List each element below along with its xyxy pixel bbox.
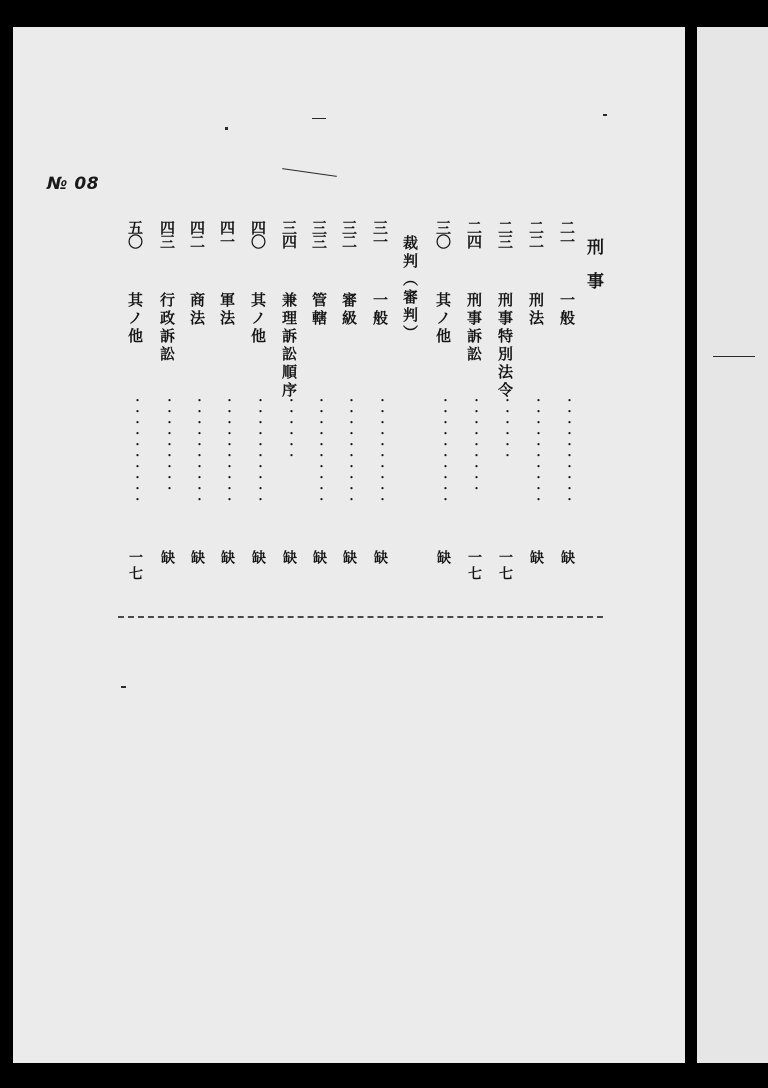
index-entry [187, 220, 207, 610]
entry-number: 四〇 [249, 220, 267, 248]
entry-status: 一七 [127, 550, 143, 582]
entry-title: 商法 [188, 292, 206, 328]
dot-leader: ・・・・・・・・・・ [222, 395, 233, 505]
entry-status: 缺 [341, 550, 357, 566]
entry-title: 兼理訴訟順序 [280, 292, 298, 400]
entry-title: 刑事特別法令 [496, 292, 514, 400]
entry-status: 一七 [466, 550, 482, 582]
dot-leader: ・・・・・・ [500, 395, 511, 461]
subsection-heading [400, 220, 420, 610]
index-entry [495, 220, 515, 610]
dot-leader: ・・・・・・・・・・ [375, 395, 386, 505]
entry-status: 缺 [159, 550, 175, 566]
entry-title: 審級 [340, 292, 358, 328]
dot-leader: ・・・・・・・・・・ [344, 395, 355, 505]
page-number-label: № 08 [47, 174, 100, 194]
index-entry [370, 220, 390, 610]
index-entry [526, 220, 546, 610]
entry-title: 其ノ他 [126, 292, 144, 346]
adjacent-page-strip [697, 27, 768, 1063]
entry-title: 其ノ他 [434, 292, 452, 346]
subsection-title: 裁判（審判） [401, 235, 419, 343]
dot-leader: ・・・・・・・・・・ [438, 395, 449, 505]
dot-leader: ・・・・・・・・・・ [130, 395, 141, 505]
index-entry [125, 220, 145, 610]
entry-status: 缺 [311, 550, 327, 566]
dot-leader: ・・・・・・・・・・ [531, 395, 542, 505]
entry-number: 三二 [340, 220, 358, 248]
entry-number: 四二 [188, 220, 206, 248]
section-title: 刑 事 [583, 238, 603, 289]
entry-number: 三四 [280, 220, 298, 248]
index-entry [157, 220, 177, 610]
index-entry [309, 220, 329, 610]
scan-speck [225, 127, 228, 130]
scan-speck [121, 686, 126, 688]
entry-status: 缺 [281, 550, 297, 566]
dot-leader: ・・・・・・・・・・ [314, 395, 325, 505]
entry-number: 二四 [465, 220, 483, 248]
entry-title: 一般 [558, 292, 576, 328]
scan-speck [312, 118, 326, 119]
index-entry [279, 220, 299, 610]
index-entry [433, 220, 453, 610]
index-entry [557, 220, 577, 610]
dot-leader: ・・・・・・・・・・ [253, 395, 264, 505]
entry-number: 三三 [310, 220, 328, 248]
entry-number: 五〇 [126, 220, 144, 248]
dot-leader: ・・・・・・・・・・ [192, 395, 203, 505]
entry-title: 刑事訴訟 [465, 292, 483, 364]
index-entry [339, 220, 359, 610]
entry-status: 缺 [435, 550, 451, 566]
entry-status: 缺 [189, 550, 205, 566]
dot-leader: ・・・・・・ [284, 395, 295, 461]
entry-number: 四一 [218, 220, 236, 248]
entry-status: 缺 [559, 550, 575, 566]
entry-number: 二三 [496, 220, 514, 248]
entry-status: 缺 [372, 550, 388, 566]
entry-number: 二二 [527, 220, 545, 248]
entry-title: 管轄 [310, 292, 328, 328]
entry-status: 缺 [528, 550, 544, 566]
index-entry [217, 220, 237, 610]
entry-title: 其ノ他 [249, 292, 267, 346]
entry-title: 刑法 [527, 292, 545, 328]
scan-speck [603, 114, 607, 116]
entry-status: 缺 [219, 550, 235, 566]
entry-status: 缺 [250, 550, 266, 566]
entry-title: 軍法 [218, 292, 236, 328]
scan-speck [713, 356, 755, 357]
dot-leader: ・・・・・・・・・ [469, 395, 480, 494]
entry-number: 三〇 [434, 220, 452, 248]
entry-number: 三一 [371, 220, 389, 248]
dot-leader: ・・・・・・・・・・ [562, 395, 573, 505]
index-entry [248, 220, 268, 610]
index-entry [464, 220, 484, 610]
entry-title: 一般 [371, 292, 389, 328]
entry-title: 行政訴訟 [158, 292, 176, 364]
entry-number: 四三 [158, 220, 176, 248]
dashed-divider [118, 616, 603, 618]
dot-leader: ・・・・・・・・・ [162, 395, 173, 494]
entry-status: 一七 [497, 550, 513, 582]
entry-number: 二一 [558, 220, 576, 248]
